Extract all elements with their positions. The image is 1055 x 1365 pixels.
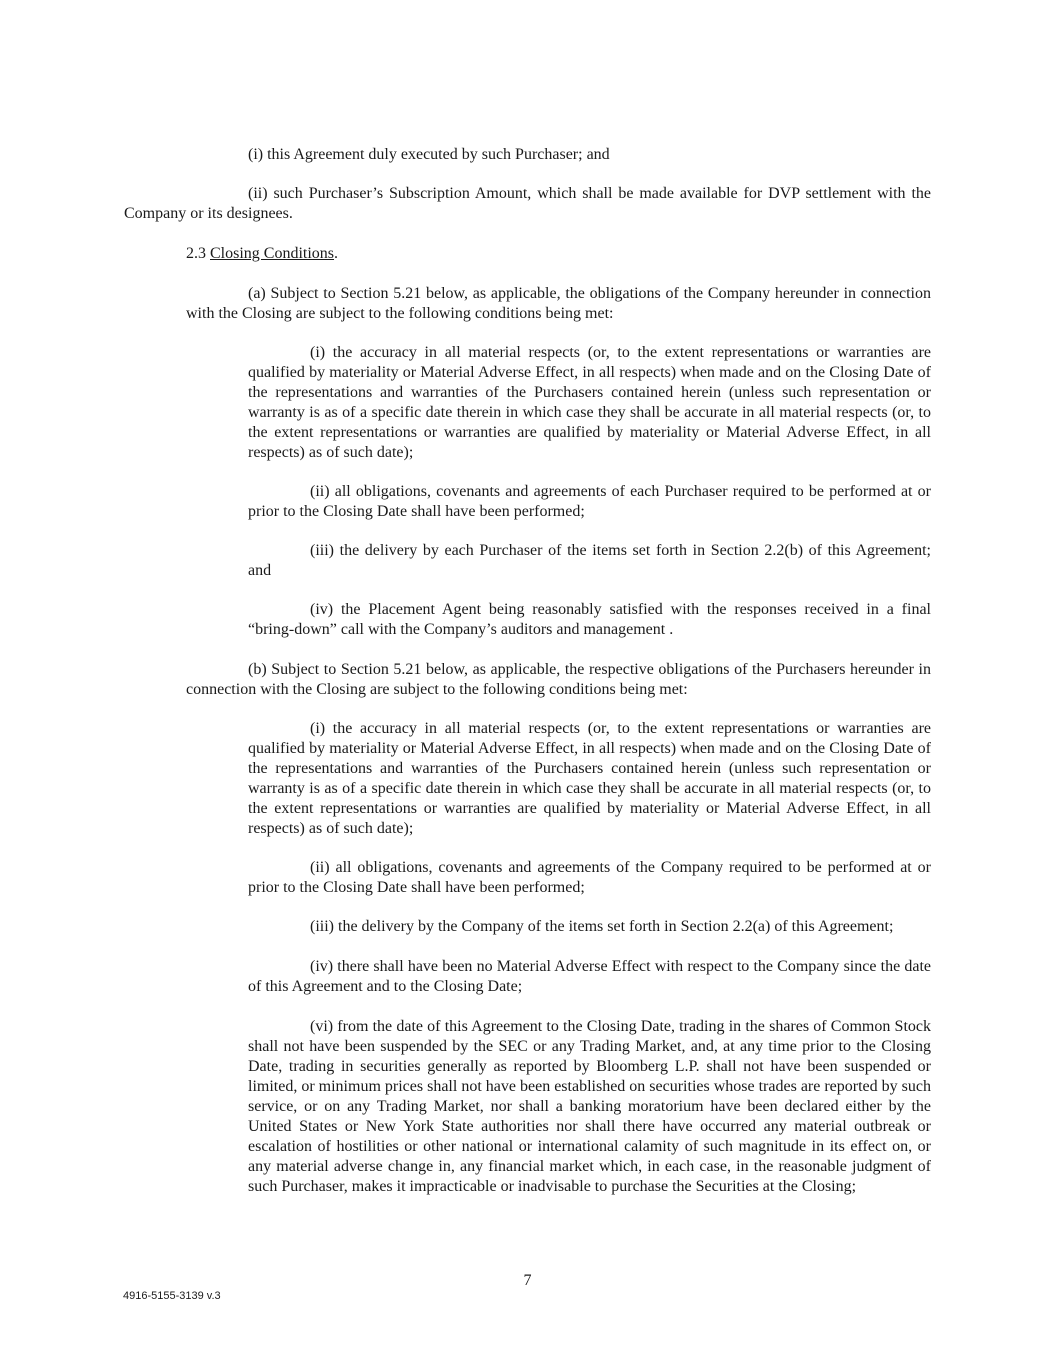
section-number: 2.3 — [186, 245, 206, 262]
clause-a-item-iii: (iii) the delivery by each Purchaser of the items set forth in Section 2.2(b) of this Agreement; and — [248, 542, 931, 579]
section-heading — [186, 244, 338, 264]
clause-b-item-iii: (iii) the delivery by the Company of the items set forth in Section 2.2(a) of this Agreement; — [310, 918, 894, 935]
clause-b-item-i: (i) the accuracy in all material respects (or, to the extent representations or warranties are qualified by materiality or Material Adverse Effect, in all respects) when made and on the Closing Date of the representations and warranties of the Purchasers contained herein (unless such representation or warranty is as of a specific date therein in which case they shall be accurate in all material respects (or, to the extent representations or warranties are qualified by materiality or Material Adverse Effect, in all respects) as of such date); — [248, 720, 931, 837]
page-number: 7 — [523, 1272, 532, 1289]
section-suffix: . — [334, 245, 339, 262]
clause-b-item-ii: (ii) all obligations, covenants and agreements of the Company required to be performed at or prior to the Closing Date shall have been performed; — [248, 859, 931, 896]
clause-b-item-iv: (iv) there shall have been no Material Adverse Effect with respect to the Company since the date of this Agreement and to the Closing Date; — [248, 958, 931, 995]
section-title: Closing Conditions — [210, 245, 335, 262]
clause-a-item-iv: (iv) the Placement Agent being reasonably satisfied with the responses received in a final “bring-down” call with the Company’s auditors and management . — [248, 601, 931, 638]
lead-item-ii: (ii) such Purchaser’s Subscription Amount, which shall be made available for DVP settlement with the Company or its designees. — [124, 185, 931, 222]
document-id: 4916-5155-3139 v.3 — [123, 1290, 221, 1302]
clause-b: (b) Subject to Section 5.21 below, as applicable, the respective obligations of the Purchasers hereunder in connection with the Closing are subject to the following conditions being met: — [186, 661, 931, 698]
clause-b-item-vi: (vi) from the date of this Agreement to the Closing Date, trading in the shares of Common Stock shall not have been suspended by the SEC or any Trading Market, and, at any time prior to the Closing Date, trading in securities generally as reported by Bloomberg L.P. shall not have been suspended or limited, or minimum prices shall not have been established on securities whose trades are reported by such service, or on any Trading Market, nor shall a banking moratorium have been declared either by the United States or New York State authorities nor shall there have occurred any material outbreak or escalation of hostilities or other national or international calamity of such magnitude in its effect on, or any material adverse change in, any financial market which, in each case, in the reasonable judgment of such Purchaser, makes it impracticable or inadvisable to purchase the Securities at the Closing; — [248, 1018, 931, 1195]
clause-a-item-ii: (ii) all obligations, covenants and agreements of each Purchaser required to be performed at or prior to the Closing Date shall have been performed; — [248, 483, 931, 520]
clause-a: (a) Subject to Section 5.21 below, as applicable, the obligations of the Company hereunder in connection with the Closing are subject to the following conditions being met: — [186, 285, 931, 322]
lead-item-i: (i) this Agreement duly executed by such Purchaser; and — [248, 146, 610, 163]
clause-a-item-i: (i) the accuracy in all material respects (or, to the extent representations or warranties are qualified by materiality or Material Adverse Effect, in all respects) when made and on the Closing Date of the representations and warranties of the Purchasers contained herein (unless such representation or warranty is as of a specific date therein in which case they shall be accurate in all material respects (or, to the extent representations or warranties are qualified by materiality or Material Adverse Effect, in all respects) as of such date); — [248, 344, 931, 461]
